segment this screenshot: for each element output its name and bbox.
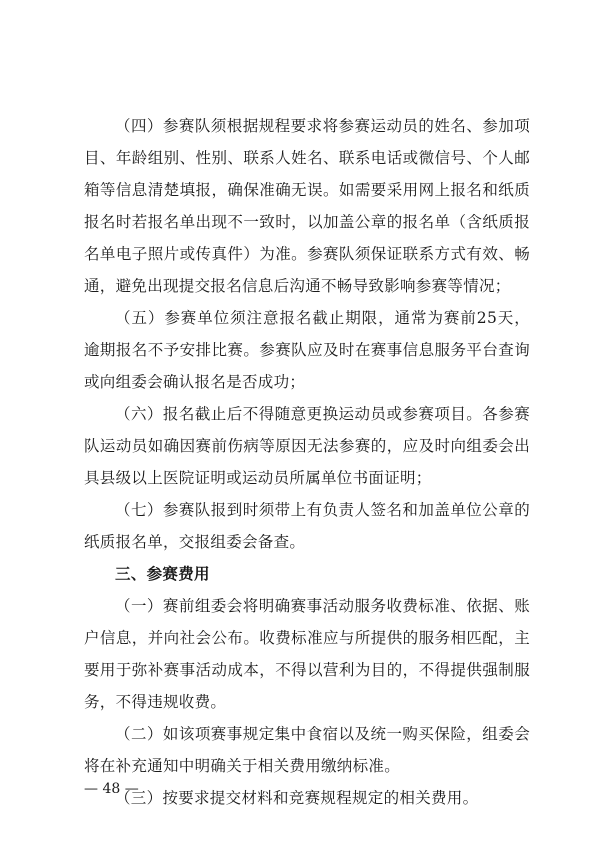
paragraph-item-6: （六）报名截止后不得随意更换运动员或参赛项目。各参赛队运动员如确因赛前伤病等原因无法参赛的，应及时向组委会出具县级以上医院证明或运动员所属单位书面证明； <box>84 405 530 487</box>
paragraph-item-5: （五）参赛单位须注意报名截止期限，通常为赛前25天，逾期报名不予安排比赛。参赛队应及时在赛事信息服务平台查询或向组委会确认报名是否成功； <box>84 309 530 391</box>
paragraph-item-4: （四）参赛队须根据规程要求将参赛运动员的姓名、参加项目、年龄组别、性别、联系人姓名、联系电话或微信号、个人邮箱等信息清楚填报，确保准确无误。如需要采用网上报名和纸质报名时若报名单出现不一致时，以加盖公章的报名单（含纸质报名单电子照片或传真件）为准。参赛队须保证联系方式有效、畅通，避免出现提交报名信息后沟通不畅导致影响参赛等情况； <box>84 117 530 295</box>
fee-paragraph-3: （三）按要求提交材料和竞赛规程规定的相关费用。 <box>115 789 479 807</box>
paragraph-item-7: （七）参赛队报到时须带上有负责人签名和加盖单位公章的纸质报名单，交报组委会备查。 <box>84 501 530 551</box>
fee-paragraph-2: （二）如该项赛事规定集中食宿以及统一购买保险，组委会将在补充通知中明确关于相关费用缴纳标准。 <box>84 725 530 775</box>
page-number: — 48 — <box>84 781 139 797</box>
fee-paragraph-1: （一）赛前组委会将明确赛事活动服务收费标准、依据、账户信息，并向社会公布。收费标准应与所提供的服务相匹配，主要用于弥补赛事活动成本，不得以营利为目的，不得提供强制服务，不得违规收费。 <box>84 597 530 711</box>
document-body <box>84 110 530 814</box>
section-heading-fees: 三、参赛费用 <box>115 565 210 583</box>
